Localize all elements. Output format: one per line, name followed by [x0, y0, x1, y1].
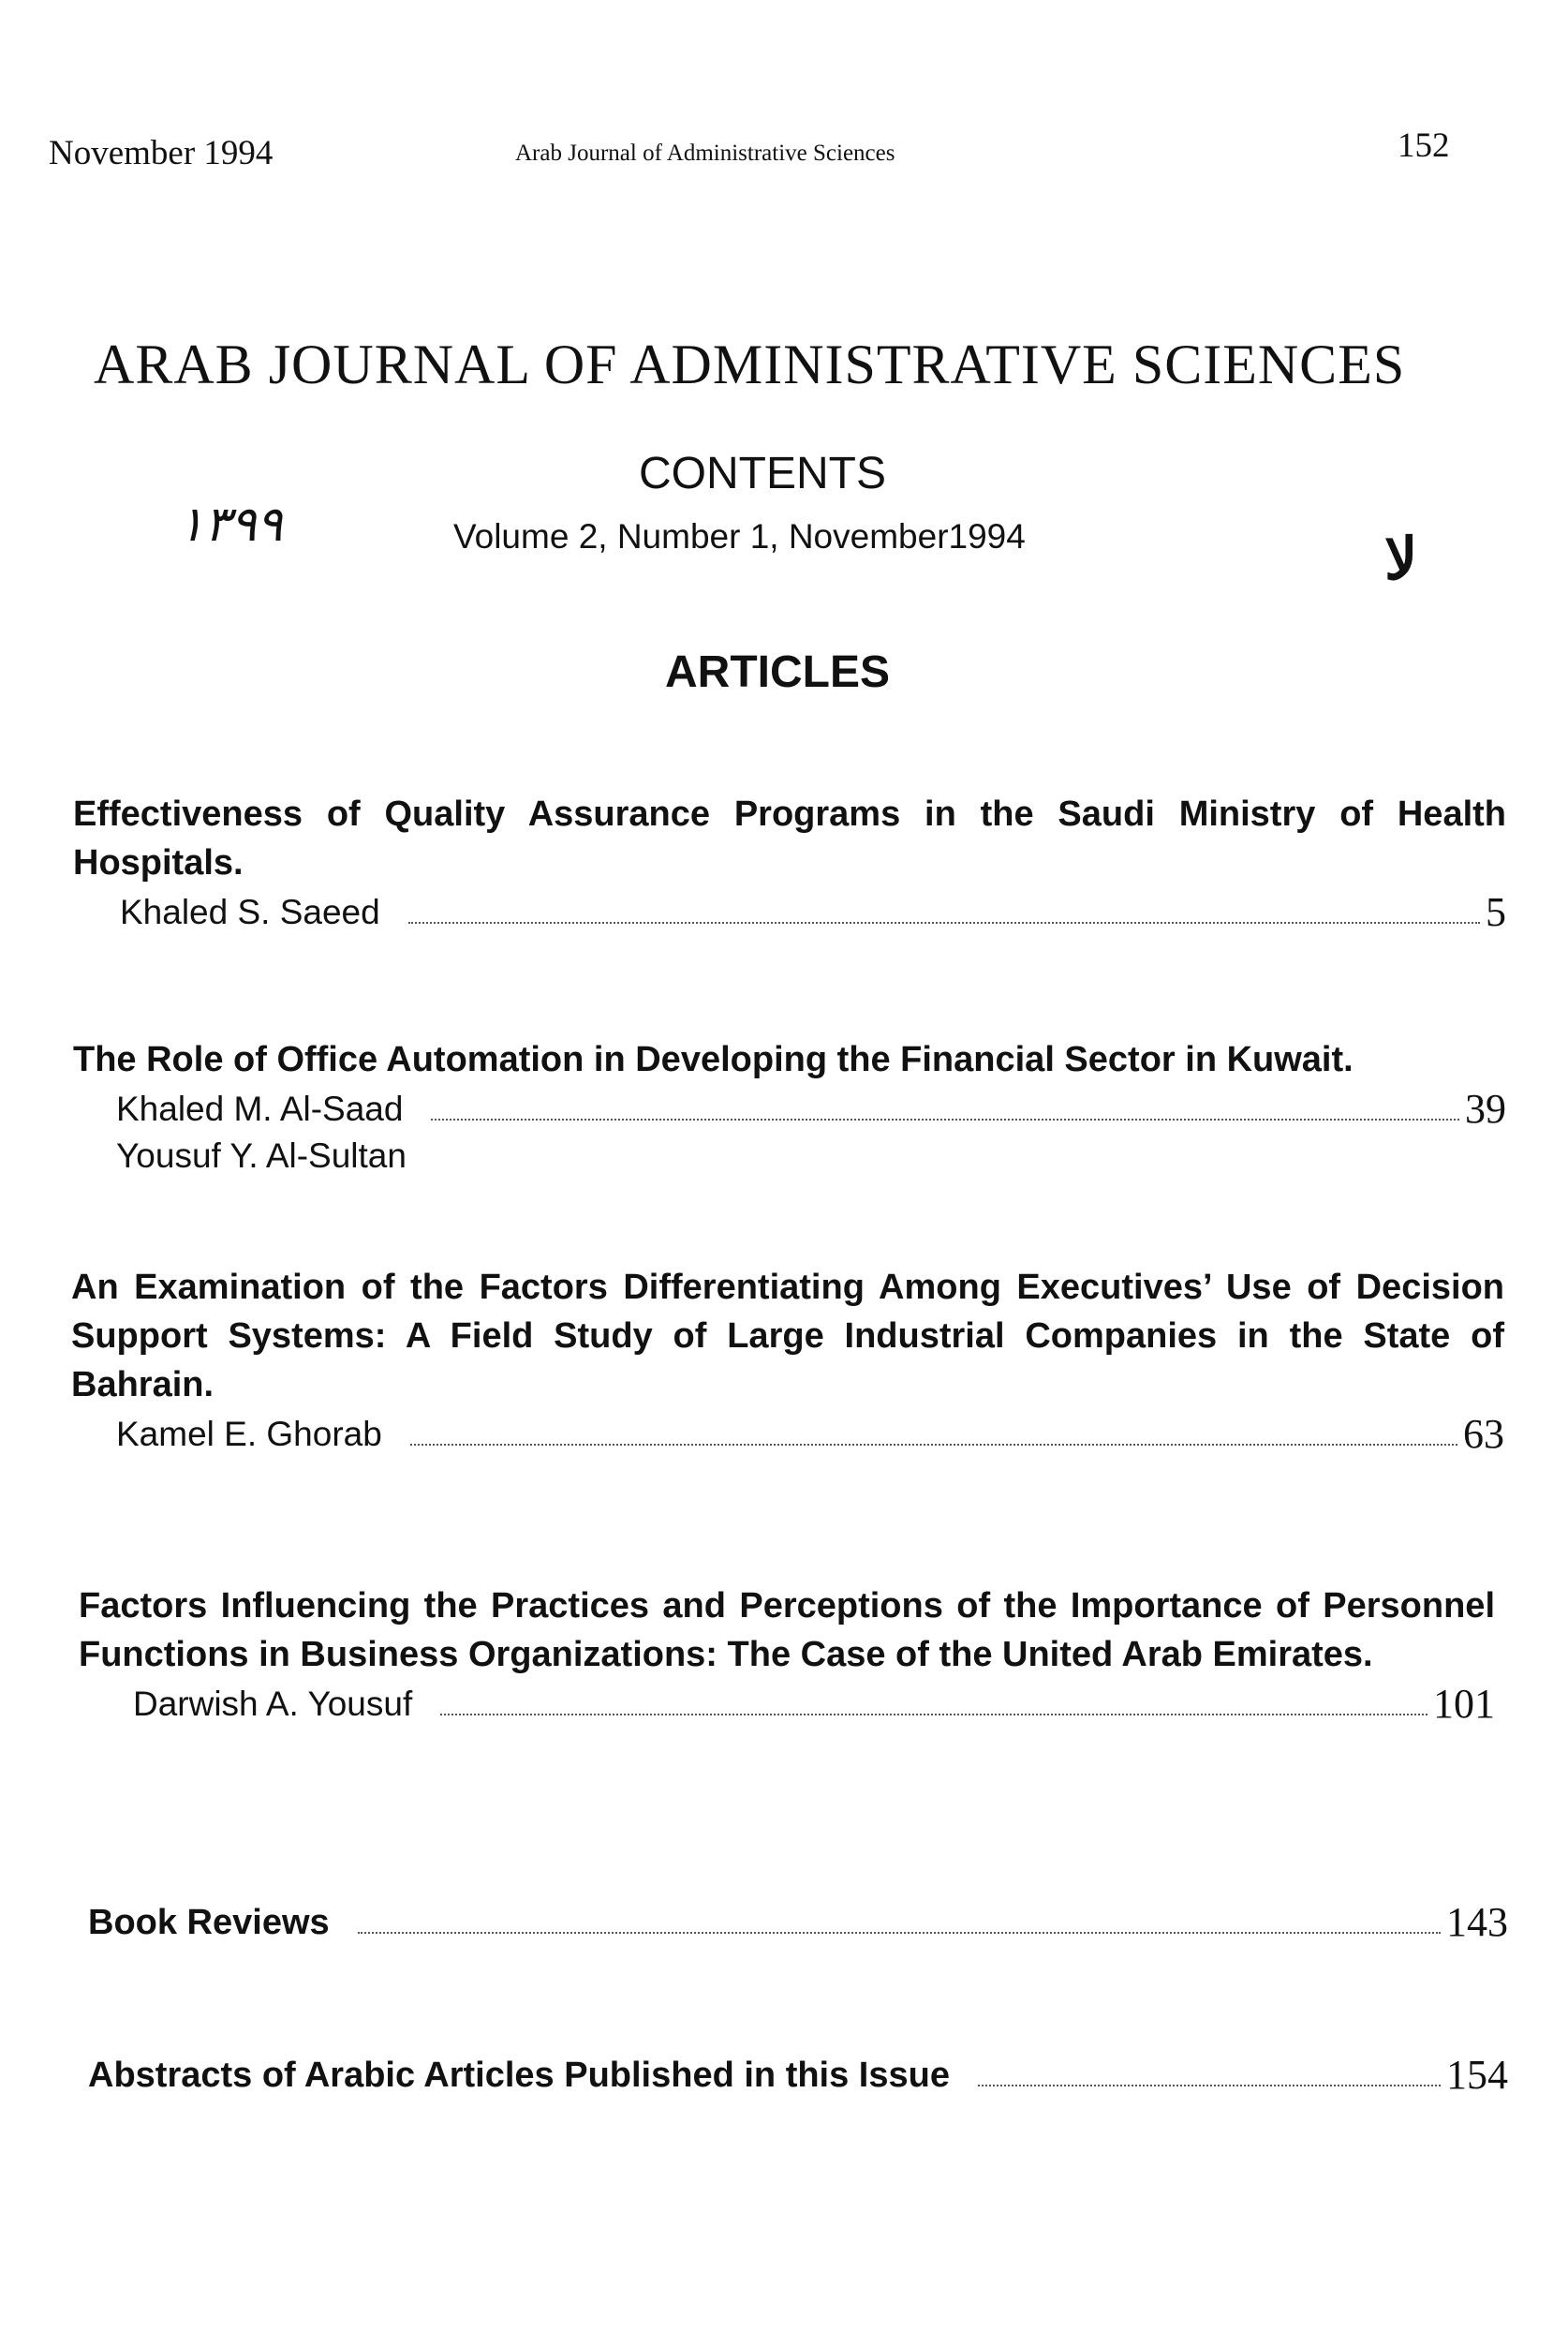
section-title: Book Reviews [88, 1903, 330, 1942]
handwritten-note-right: لا [1384, 528, 1418, 592]
section-book-reviews [88, 1899, 1508, 1946]
article-author: Khaled M. Al-Saad [116, 1090, 404, 1128]
author-row [71, 1411, 1504, 1458]
articles-heading: ARTICLES [665, 647, 890, 697]
section-arabic-abstracts [88, 2052, 1508, 2099]
article-title: Factors Influencing the Practices and Perceptions of the Importance of Personnel Functions in Business Organizations: The Case of the United Arab Emirates. [79, 1586, 1495, 1674]
dot-leader [358, 1932, 1441, 1934]
author-row [73, 1086, 1506, 1133]
header-page-number: 152 [1398, 126, 1450, 165]
dot-leader [440, 1714, 1427, 1715]
header-journal-name: Arab Journal of Administrative Sciences [515, 141, 895, 166]
handwritten-note-left: ١٣٩٩ [178, 498, 283, 552]
header-date: November 1994 [49, 134, 274, 172]
article-entry-2 [73, 1035, 1506, 1180]
volume-line: Volume 2, Number 1, November1994 [453, 517, 1026, 556]
article-entry-1 [73, 790, 1506, 936]
dot-leader [410, 1444, 1457, 1446]
dot-leader [408, 922, 1480, 924]
section-page-number: 143 [1446, 1899, 1508, 1945]
article-page-number: 39 [1465, 1086, 1506, 1132]
article-coauthor: Yousuf Y. Al-Sultan [116, 1136, 407, 1175]
contents-label: CONTENTS [639, 449, 886, 498]
author-row [79, 1681, 1495, 1728]
journal-title: ARAB JOURNAL OF ADMINISTRATIVE SCIENCES [94, 334, 1406, 395]
article-page-number: 63 [1463, 1411, 1504, 1457]
article-author: Kamel E. Ghorab [116, 1415, 382, 1453]
dot-leader [431, 1119, 1459, 1121]
article-title: Effectiveness of Quality Assurance Programs in the Saudi Ministry of Health Hospitals. [73, 794, 1506, 883]
article-author: Darwish A. Yousuf [133, 1685, 413, 1723]
section-page-number: 154 [1446, 2052, 1508, 2098]
article-title: An Examination of the Factors Differentiating Among Executives’ Use of Decision Support Systems: A Field Study of Large Industrial Companies in the State of Bahrain. [71, 1268, 1504, 1404]
article-author: Khaled S. Saeed [120, 893, 380, 931]
article-page-number: 5 [1486, 889, 1506, 935]
article-entry-3 [71, 1263, 1504, 1458]
section-title: Abstracts of Arabic Articles Published in this Issue [88, 2056, 950, 2095]
dot-leader [978, 2085, 1441, 2086]
author-row [73, 889, 1506, 936]
article-page-number: 101 [1433, 1681, 1495, 1727]
article-title: The Role of Office Automation in Developing the Financial Sector in Kuwait. [73, 1040, 1354, 1079]
article-entry-4 [79, 1581, 1495, 1728]
